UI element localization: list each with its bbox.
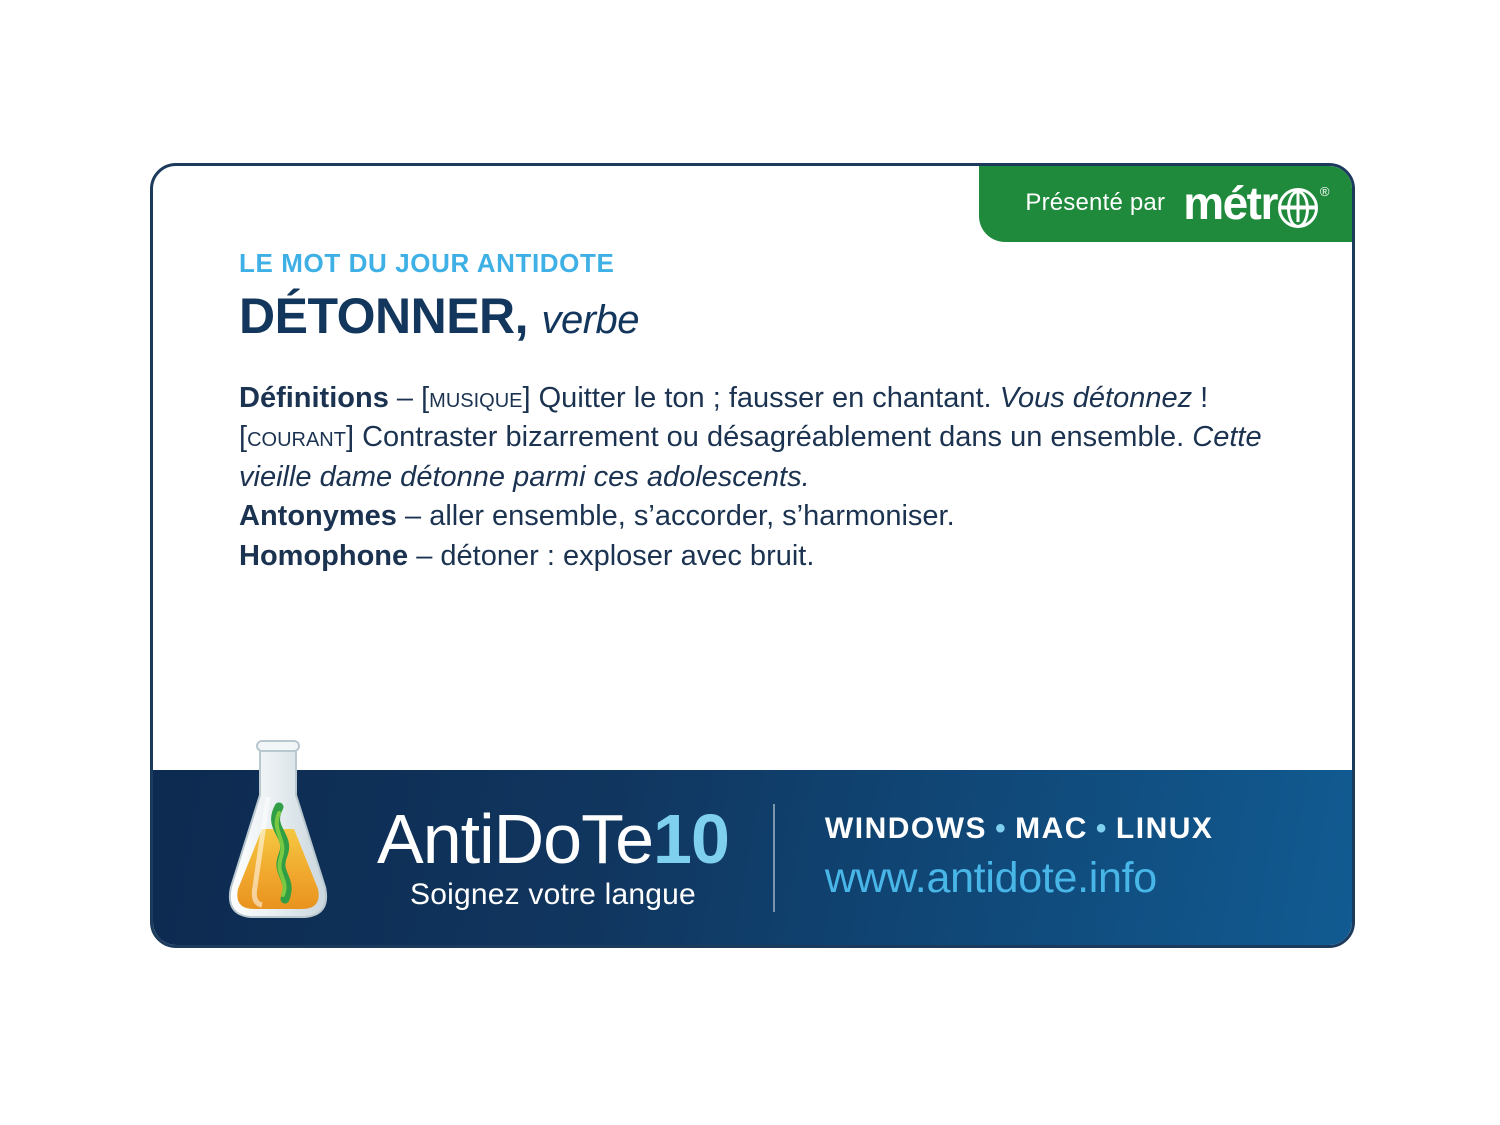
homophone-text: détoner : exploser avec bruit. — [440, 539, 815, 572]
definitions-sense-1: ] Quitter le ton ; fausser en chantant. — [522, 382, 992, 414]
definitions-example-1: Vous détonnez — [999, 382, 1193, 414]
definitions-label: Définitions — [239, 382, 389, 414]
definition-entry — [239, 379, 1292, 497]
definitions-dash: – — [396, 382, 414, 414]
product-name: AntiDoTe — [377, 799, 654, 878]
domain-label-musique: musique — [429, 382, 523, 414]
entry-content — [239, 248, 1292, 576]
product-version: 10 — [653, 799, 729, 878]
antonyms-label: Antonymes — [239, 500, 397, 533]
domain-label-courant: courant — [247, 421, 346, 454]
product-footer — [153, 770, 1352, 945]
platform-mac: MAC — [1015, 812, 1088, 845]
antidote-flask-icon — [213, 737, 343, 927]
product-brand — [377, 799, 729, 912]
word-of-the-day-card — [150, 163, 1355, 948]
sponsor-banner — [979, 164, 1354, 242]
globe-icon — [1278, 188, 1318, 228]
platform-separator-1: • — [995, 812, 1008, 845]
page-title — [239, 287, 1292, 345]
registered-mark: ® — [1319, 183, 1328, 199]
product-name-row — [377, 799, 729, 878]
website-link[interactable]: www.antidote.info — [824, 854, 1157, 902]
metro-logo — [1183, 176, 1328, 230]
antonyms-entry — [239, 497, 1292, 536]
footer-divider — [773, 804, 775, 912]
product-tagline: Soignez votre langue — [410, 877, 696, 911]
part-of-speech: verbe — [541, 298, 640, 342]
metro-wordmark: métr — [1183, 177, 1277, 229]
platform-separator-2: • — [1095, 812, 1108, 845]
definitions-bracket-2: ! [ — [239, 382, 1209, 454]
antonyms-text: aller ensemble, s’accorder, s’harmoniser. — [429, 500, 955, 533]
platform-windows: WINDOWS — [824, 812, 988, 845]
definitions-example-2: Cette vieille dame détonne parmi ces adolescents. — [239, 421, 1262, 493]
definitions-block — [239, 379, 1292, 576]
platform-list — [825, 812, 1214, 846]
definitions-bracket-open: [ — [421, 382, 430, 414]
kicker-label: LE MOT DU JOUR ANTIDOTE — [239, 248, 615, 278]
headword-text: DÉTONNER, — [239, 288, 529, 344]
homophone-dash: – — [416, 539, 433, 572]
homophone-entry — [239, 537, 1292, 576]
sponsor-presented-label: Présenté par — [1025, 189, 1166, 216]
antonyms-dash: – — [404, 500, 422, 533]
definitions-sense-2: ] Contraster bizarrement ou désagréablement dans un ensemble. — [345, 421, 1185, 454]
homophone-label: Homophone — [239, 539, 409, 572]
platform-info — [825, 812, 1214, 903]
platform-linux: LINUX — [1115, 812, 1214, 845]
